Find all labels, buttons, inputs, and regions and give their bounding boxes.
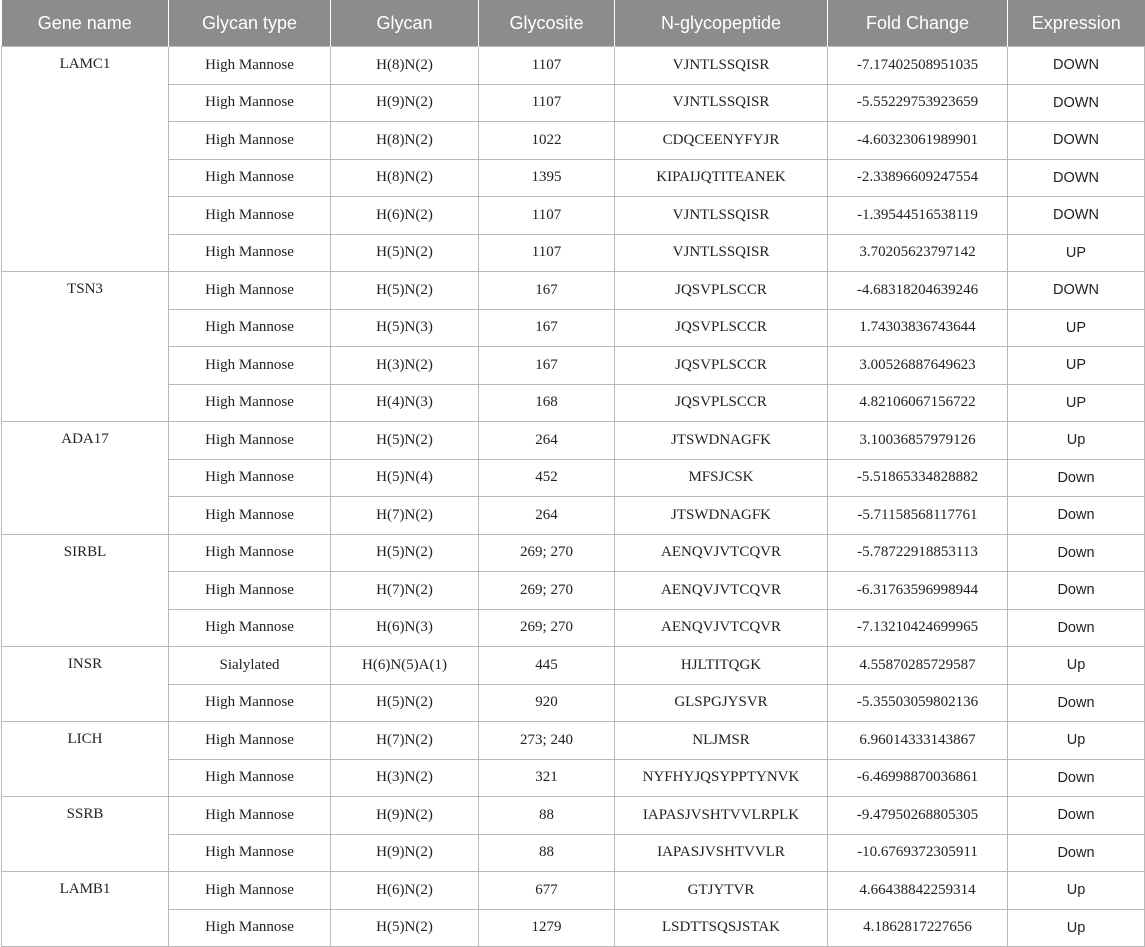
glycosite-cell: 1107 (479, 197, 615, 235)
glycosite-cell: 167 (479, 309, 615, 347)
header-n-glycopeptide: N-glycopeptide (615, 0, 828, 47)
glycosite-cell: 321 (479, 759, 615, 797)
fold-change-cell: 1.74303836743644 (828, 309, 1008, 347)
header-expression: Expression (1008, 0, 1145, 47)
table-row (2, 309, 1145, 347)
glycan-cell: H(7)N(2) (331, 497, 479, 535)
glycosite-cell: 1022 (479, 122, 615, 160)
expression-cell: Down (1008, 534, 1145, 572)
fold-change-cell: -7.17402508951035 (828, 47, 1008, 85)
fold-change-cell: -5.55229753923659 (828, 84, 1008, 122)
gene-name-cell: ADA17 (2, 422, 169, 535)
expression-cell: Down (1008, 572, 1145, 610)
glycosite-cell: 1395 (479, 159, 615, 197)
glycan-cell: H(8)N(2) (331, 159, 479, 197)
expression-cell: Up (1008, 722, 1145, 760)
fold-change-cell: -7.13210424699965 (828, 609, 1008, 647)
expression-cell: Down (1008, 834, 1145, 872)
glycosite-cell: 88 (479, 797, 615, 835)
glycosite-cell: 677 (479, 872, 615, 910)
header-glycan-type: Glycan type (169, 0, 331, 47)
glycan-type-cell: High Mannose (169, 722, 331, 760)
glycopeptide-cell: VJNTLSSQISR (615, 84, 828, 122)
expression-cell: Up (1008, 422, 1145, 460)
glycopeptide-table (1, 0, 1145, 947)
fold-change-cell: -5.71158568117761 (828, 497, 1008, 535)
header-fold-change: Fold Change (828, 0, 1008, 47)
expression-cell: Up (1008, 872, 1145, 910)
glycan-type-cell: High Mannose (169, 797, 331, 835)
glycosite-cell: 1107 (479, 234, 615, 272)
glycan-cell: H(6)N(3) (331, 609, 479, 647)
glycan-type-cell: High Mannose (169, 347, 331, 385)
glycopeptide-cell: GTJYTVR (615, 872, 828, 910)
glycan-cell: H(9)N(2) (331, 834, 479, 872)
gene-name-cell: SSRB (2, 797, 169, 872)
glycan-type-cell: High Mannose (169, 497, 331, 535)
expression-cell: DOWN (1008, 47, 1145, 85)
glycan-type-cell: High Mannose (169, 572, 331, 610)
fold-change-cell: 4.66438842259314 (828, 872, 1008, 910)
fold-change-cell: 4.82106067156722 (828, 384, 1008, 422)
gene-name-cell: LAMC1 (2, 47, 169, 272)
gene-name-cell: SIRBL (2, 534, 169, 647)
fold-change-cell: 3.00526887649623 (828, 347, 1008, 385)
glycan-cell: H(6)N(2) (331, 872, 479, 910)
glycopeptide-cell: HJLTITQGK (615, 647, 828, 685)
table-row (2, 647, 1145, 685)
glycosite-cell: 167 (479, 272, 615, 310)
glycan-cell: H(8)N(2) (331, 122, 479, 160)
table-row (2, 84, 1145, 122)
glycan-type-cell: High Mannose (169, 309, 331, 347)
table-row (2, 459, 1145, 497)
glycopeptide-cell: JQSVPLSCCR (615, 309, 828, 347)
glycan-cell: H(5)N(2) (331, 272, 479, 310)
glycan-cell: H(5)N(2) (331, 684, 479, 722)
fold-change-cell: 3.10036857979126 (828, 422, 1008, 460)
glycosite-cell: 88 (479, 834, 615, 872)
glycan-cell: H(8)N(2) (331, 47, 479, 85)
glycopeptide-cell: NYFHYJQSYPPTYNVK (615, 759, 828, 797)
glycosite-cell: 1107 (479, 84, 615, 122)
glycosite-cell: 168 (479, 384, 615, 422)
glycan-type-cell: High Mannose (169, 47, 331, 85)
glycan-type-cell: High Mannose (169, 84, 331, 122)
glycan-type-cell: Sialylated (169, 647, 331, 685)
fold-change-cell: -5.35503059802136 (828, 684, 1008, 722)
glycan-cell: H(5)N(2) (331, 909, 479, 947)
glycopeptide-cell: AENQVJVTCQVR (615, 534, 828, 572)
glycan-type-cell: High Mannose (169, 384, 331, 422)
table-row (2, 422, 1145, 460)
fold-change-cell: 4.55870285729587 (828, 647, 1008, 685)
glycan-type-cell: High Mannose (169, 197, 331, 235)
gene-name-cell: TSN3 (2, 272, 169, 422)
glycosite-cell: 273; 240 (479, 722, 615, 760)
table-row (2, 497, 1145, 535)
table-row (2, 572, 1145, 610)
table-row (2, 47, 1145, 85)
expression-cell: Down (1008, 459, 1145, 497)
table-row (2, 684, 1145, 722)
glycopeptide-cell: AENQVJVTCQVR (615, 572, 828, 610)
glycosite-cell: 264 (479, 497, 615, 535)
table-row (2, 384, 1145, 422)
glycopeptide-cell: NLJMSR (615, 722, 828, 760)
glycan-type-cell: High Mannose (169, 909, 331, 947)
gene-name-cell: LICH (2, 722, 169, 797)
glycan-cell: H(3)N(2) (331, 347, 479, 385)
table-row (2, 122, 1145, 160)
expression-cell: DOWN (1008, 197, 1145, 235)
glycopeptide-cell: LSDTTSQSJSTAK (615, 909, 828, 947)
glycopeptide-cell: KIPAIJQTITEANEK (615, 159, 828, 197)
glycopeptide-cell: JTSWDNAGFK (615, 422, 828, 460)
expression-cell: Down (1008, 609, 1145, 647)
glycopeptide-cell: JQSVPLSCCR (615, 347, 828, 385)
glycopeptide-cell: VJNTLSSQISR (615, 197, 828, 235)
glycan-cell: H(5)N(4) (331, 459, 479, 497)
glycopeptide-cell: VJNTLSSQISR (615, 234, 828, 272)
glycan-cell: H(7)N(2) (331, 722, 479, 760)
glycan-type-cell: High Mannose (169, 609, 331, 647)
glycan-cell: H(5)N(2) (331, 534, 479, 572)
expression-cell: DOWN (1008, 122, 1145, 160)
glycan-type-cell: High Mannose (169, 234, 331, 272)
expression-cell: Down (1008, 497, 1145, 535)
glycopeptide-cell: JQSVPLSCCR (615, 272, 828, 310)
table-body (2, 47, 1145, 947)
glycan-type-cell: High Mannose (169, 272, 331, 310)
fold-change-cell: 6.96014333143867 (828, 722, 1008, 760)
header-gene-name: Gene name (2, 0, 169, 47)
glycan-type-cell: High Mannose (169, 159, 331, 197)
fold-change-cell: -4.68318204639246 (828, 272, 1008, 310)
glycan-type-cell: High Mannose (169, 122, 331, 160)
expression-cell: Up (1008, 647, 1145, 685)
glycan-cell: H(9)N(2) (331, 84, 479, 122)
gene-name-cell: LAMB1 (2, 872, 169, 947)
glycosite-cell: 1279 (479, 909, 615, 947)
glycan-type-cell: High Mannose (169, 834, 331, 872)
glycan-type-cell: High Mannose (169, 534, 331, 572)
header-glycan: Glycan (331, 0, 479, 47)
table-row (2, 347, 1145, 385)
glycan-type-cell: High Mannose (169, 422, 331, 460)
table-row (2, 759, 1145, 797)
expression-cell: Down (1008, 684, 1145, 722)
header-row (2, 0, 1145, 47)
glycosite-cell: 452 (479, 459, 615, 497)
fold-change-cell: -4.60323061989901 (828, 122, 1008, 160)
table-row (2, 197, 1145, 235)
fold-change-cell: -5.78722918853113 (828, 534, 1008, 572)
table-row (2, 272, 1145, 310)
table-row (2, 234, 1145, 272)
glycosite-cell: 1107 (479, 47, 615, 85)
glycopeptide-cell: JTSWDNAGFK (615, 497, 828, 535)
glycosite-cell: 264 (479, 422, 615, 460)
glycosite-cell: 167 (479, 347, 615, 385)
fold-change-cell: 3.70205623797142 (828, 234, 1008, 272)
glycosite-cell: 445 (479, 647, 615, 685)
table-row (2, 797, 1145, 835)
expression-cell: DOWN (1008, 159, 1145, 197)
glycopeptide-cell: CDQCEENYFYJR (615, 122, 828, 160)
expression-cell: UP (1008, 309, 1145, 347)
glycopeptide-cell: VJNTLSSQISR (615, 47, 828, 85)
fold-change-cell: -6.46998870036861 (828, 759, 1008, 797)
expression-cell: Up (1008, 909, 1145, 947)
table-row (2, 722, 1145, 760)
glycan-type-cell: High Mannose (169, 759, 331, 797)
table-row (2, 534, 1145, 572)
table-row (2, 909, 1145, 947)
glycan-cell: H(7)N(2) (331, 572, 479, 610)
glycan-cell: H(5)N(3) (331, 309, 479, 347)
table-row (2, 609, 1145, 647)
glycopeptide-cell: JQSVPLSCCR (615, 384, 828, 422)
glycan-type-cell: High Mannose (169, 872, 331, 910)
fold-change-cell: -2.33896609247554 (828, 159, 1008, 197)
table-row (2, 159, 1145, 197)
glycosite-cell: 269; 270 (479, 609, 615, 647)
fold-change-cell: -6.31763596998944 (828, 572, 1008, 610)
glycopeptide-cell: GLSPGJYSVR (615, 684, 828, 722)
glycopeptide-cell: IAPASJVSHTVVLRPLK (615, 797, 828, 835)
fold-change-cell: -5.51865334828882 (828, 459, 1008, 497)
glycopeptide-cell: AENQVJVTCQVR (615, 609, 828, 647)
glycan-type-cell: High Mannose (169, 684, 331, 722)
table-header (2, 0, 1145, 47)
glycan-cell: H(5)N(2) (331, 422, 479, 460)
expression-cell: UP (1008, 384, 1145, 422)
glycosite-cell: 920 (479, 684, 615, 722)
expression-cell: DOWN (1008, 84, 1145, 122)
fold-change-cell: 4.1862817227656 (828, 909, 1008, 947)
glycopeptide-cell: IAPASJVSHTVVLR (615, 834, 828, 872)
glycopeptide-cell: MFSJCSK (615, 459, 828, 497)
expression-cell: UP (1008, 234, 1145, 272)
glycan-cell: H(3)N(2) (331, 759, 479, 797)
glycan-cell: H(5)N(2) (331, 234, 479, 272)
glycan-cell: H(6)N(2) (331, 197, 479, 235)
fold-change-cell: -10.6769372305911 (828, 834, 1008, 872)
glycosite-cell: 269; 270 (479, 534, 615, 572)
glycosite-cell: 269; 270 (479, 572, 615, 610)
expression-cell: Down (1008, 797, 1145, 835)
table-row (2, 834, 1145, 872)
expression-cell: DOWN (1008, 272, 1145, 310)
glycan-cell: H(4)N(3) (331, 384, 479, 422)
gene-name-cell: INSR (2, 647, 169, 722)
glycan-cell: H(6)N(5)A(1) (331, 647, 479, 685)
table-row (2, 872, 1145, 910)
glycan-type-cell: High Mannose (169, 459, 331, 497)
header-glycosite: Glycosite (479, 0, 615, 47)
glycan-cell: H(9)N(2) (331, 797, 479, 835)
fold-change-cell: -9.47950268805305 (828, 797, 1008, 835)
fold-change-cell: -1.39544516538119 (828, 197, 1008, 235)
expression-cell: UP (1008, 347, 1145, 385)
expression-cell: Down (1008, 759, 1145, 797)
